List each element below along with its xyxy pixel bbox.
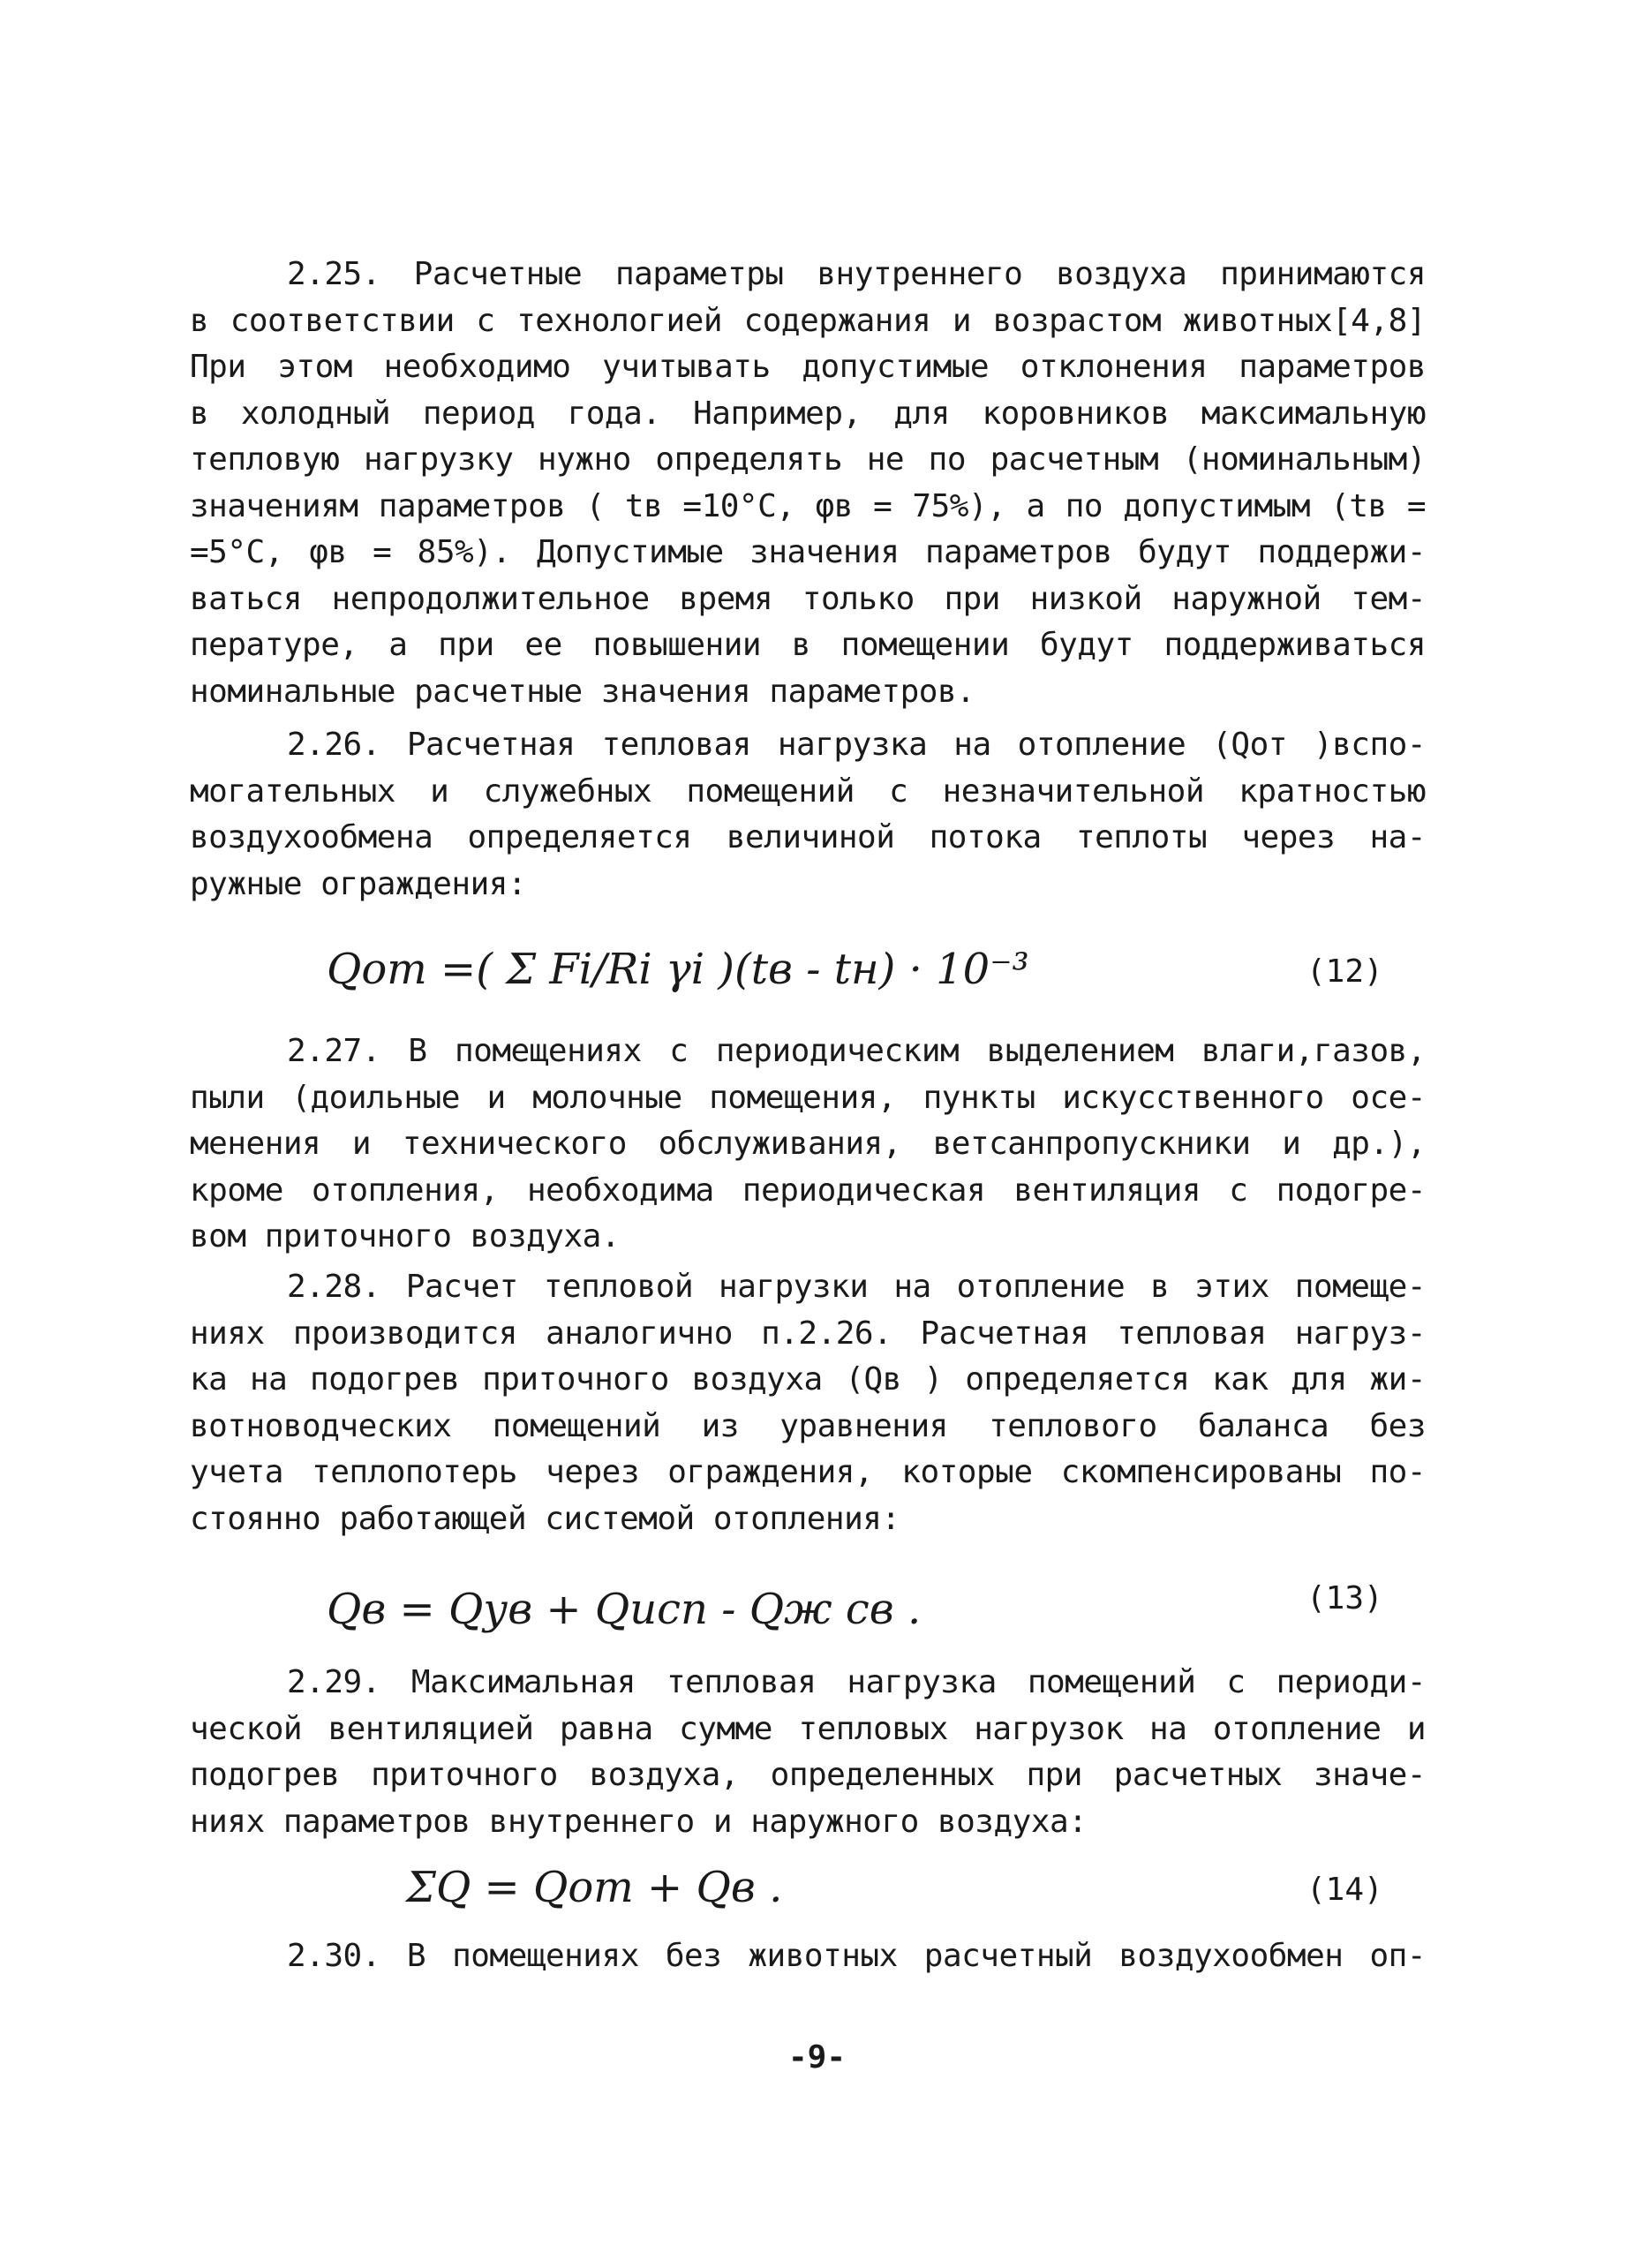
equation-number-14: (14): [1306, 1872, 1383, 1908]
text-line: учета теплопотерь через ограждения, которые скомпенсированы по-: [190, 1454, 1426, 1490]
paragraph-2-30: [190, 1933, 1426, 1980]
paragraph-2-28: [190, 1264, 1426, 1542]
text-line: При этом необходимо учитывать допустимые отклонения параметров: [190, 349, 1426, 385]
text-line: 2.29. Максимальная тепловая нагрузка помещений с периоди-: [287, 1664, 1426, 1700]
paragraph-2-29: [190, 1660, 1426, 1845]
text-line: 2.28. Расчет тепловой нагрузки на отопление в этих помеще-: [287, 1269, 1426, 1305]
text-line: значениям параметров ( tв =10°С, φв = 75%), а по допустимым (tв =: [190, 487, 1426, 524]
text-line: ружные ограждения:: [190, 865, 527, 902]
text-line: кроме отопления, необходима периодическая вентиляция с подогре-: [190, 1172, 1426, 1209]
text-line: в соответствии с технологией содержания и возрастом животных[4,8]: [190, 302, 1426, 339]
text-line: 2.27. В помещениях с периодическим выделением влаги,газов,: [287, 1033, 1426, 1069]
text-line: тепловую нагрузку нужно определять не по расчетным (номинальным): [190, 441, 1426, 478]
text-line: стоянно работающей системой отопления:: [190, 1500, 900, 1537]
text-line: вотноводческих помещений из уравнения теплового баланса без: [190, 1407, 1426, 1444]
text-line: подогрев приточного воздуха, определенных при расчетных значе-: [190, 1757, 1426, 1793]
formula-13: Qв = Qув + Qисп - Qж св .: [327, 1585, 922, 1634]
text-line: ческой вентиляцией равна сумме тепловых нагрузок на отопление и: [190, 1710, 1426, 1747]
text-line: пературе, а при ее повышении в помещении будут поддерживаться: [190, 627, 1426, 663]
text-line: =5°С, φв = 85%). Допустимые значения параметров будут поддержи-: [190, 534, 1426, 570]
equation-number-13: (13): [1306, 1580, 1383, 1616]
text-line: ниях производится аналогично п.2.26. Расчетная тепловая нагруз-: [190, 1315, 1426, 1352]
paragraph-2-26: [190, 722, 1426, 908]
text-line: ниях параметров внутреннего и наружного воздуха:: [190, 1803, 1088, 1840]
text-line: пыли (доильные и молочные помещения, пункты искусственного осе-: [190, 1079, 1426, 1116]
equation-number-12: (12): [1306, 953, 1383, 990]
text-line: ваться непродолжительное время только при низкой наружной тем-: [190, 580, 1426, 617]
text-line: 2.26. Расчетная тепловая нагрузка на отопление (Qот )вспо-: [287, 727, 1426, 763]
text-line: могательных и служебных помещений с незначительной кратностью: [190, 772, 1426, 810]
paragraph-2-27: [190, 1029, 1426, 1261]
paragraph-2-25: [190, 252, 1426, 715]
text-line: 2.30. В помещениях без животных расчетный воздухообмен оп-: [287, 1938, 1426, 1974]
text-line: менения и технического обслуживания, ветсанпропускники и др.),: [190, 1126, 1426, 1162]
text-line: воздухообмена определяется величиной потока теплоты через на-: [190, 819, 1426, 855]
page-number: -9-: [787, 2039, 847, 2076]
text-line: ка на подогрев приточного воздуха (Qв ) определяется как для жи-: [190, 1361, 1426, 1398]
text-line: вом приточного воздуха.: [190, 1218, 620, 1255]
text-line: в холодный период года. Например, для коровников максимальную: [190, 395, 1426, 432]
text-line: 2.25. Расчетные параметры внутреннего воздуха принимаются: [287, 256, 1426, 292]
text-line: номинальные расчетные значения параметров.: [190, 673, 975, 710]
formula-14: ΣQ = Qот + Qв .: [406, 1863, 783, 1912]
formula-12: Qот =( Σ Fi/Ri γi )(tв - tн) · 10⁻³: [327, 945, 1029, 994]
